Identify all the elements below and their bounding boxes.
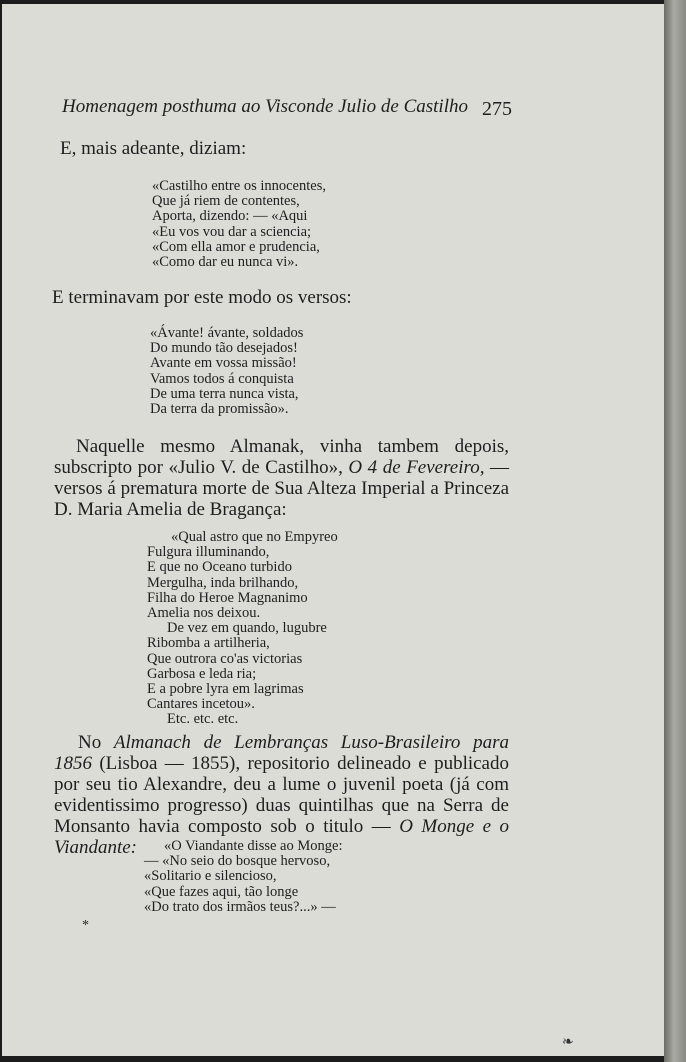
verse-line: «Castilho entre os innocentes, xyxy=(152,178,326,194)
verse-line: «Ávante! ávante, soldados xyxy=(150,325,304,341)
verse-line: Do mundo tão desejados! xyxy=(150,340,298,357)
asterisk-mark: * xyxy=(82,918,89,933)
verse-line: «Com ella amor e prudencia, xyxy=(152,238,320,255)
verse-line: E que no Oceano turbido xyxy=(147,559,292,576)
verse-2 xyxy=(150,326,303,417)
paragraph-3-text: Naquelle mesmo Almanak, vinha tambem depois, subscripto por «Julio V. de Castilho», xyxy=(54,436,509,478)
verse-line: Vamos todos á conquista xyxy=(150,370,294,387)
verse-line: E a pobre lyra em lagrimas xyxy=(147,681,304,698)
verse-line: Garbosa e leda ria; xyxy=(147,665,257,682)
paragraph-4-text: No xyxy=(78,732,114,753)
verse-line: «O Viandante disse ao Monge: xyxy=(164,838,343,854)
page-edge-shadow xyxy=(664,0,686,1062)
verse-line: Filha do Heroe Magnanimo xyxy=(147,589,308,606)
verse-line: — «No seio do bosque hervoso, xyxy=(144,853,331,870)
verse-line: «Como dar eu nunca vi». xyxy=(152,254,299,271)
verse-1 xyxy=(152,179,326,270)
paragraph-1: E, mais adeante, diziam: xyxy=(60,138,247,159)
paragraph-3 xyxy=(54,436,509,520)
verse-line: Ribomba a artilheria, xyxy=(147,635,270,652)
verse-line: De vez em quando, lugubre xyxy=(167,620,327,637)
paragraph-4-italic-title: Almanach de Lembranças Luso-Brasileiro para 1856 xyxy=(54,732,509,774)
verse-line: Que já riem de contentes, xyxy=(152,193,300,210)
verse-line: Aporta, dizendo: — «Aqui xyxy=(152,208,308,225)
verse-line: Etc. etc. etc. xyxy=(167,711,239,728)
paragraph-4-italic-poem: O Monge e o Viandante: xyxy=(54,816,509,858)
paragraph-4-text-mid: (Lisboa — 1855), repositorio delineado e publicado por seu tio Alexandre, deu a lume o juvenil poeta (já com evidentissimo progresso) duas quintilhas que na Serra de Monsanto havia composto sob o titulo — xyxy=(54,753,509,837)
verse-line: Que outrora co'as victorias xyxy=(147,650,303,667)
verse-line: Avante em vossa missão! xyxy=(150,355,297,372)
verse-line: Amelia nos deixou. xyxy=(147,605,261,622)
book-page xyxy=(2,4,664,1056)
verse-line: Mergulha, inda brilhando, xyxy=(147,574,299,591)
paragraph-3-italic: O 4 de Fevereiro, xyxy=(348,457,485,478)
verse-line: Da terra da promissão». xyxy=(150,401,289,418)
running-header xyxy=(62,96,522,118)
verse-3 xyxy=(147,530,338,728)
verse-line: «Qual astro que no Empyreo xyxy=(171,529,338,545)
fleuron-icon: ❧ xyxy=(562,1035,574,1050)
paragraph-3-text-end: — versos á prematura morte de Sua Alteza Imperial a Princeza D. Maria Amelia de Bragança: xyxy=(54,457,510,520)
verse-line: Fulgura illuminando, xyxy=(147,544,270,561)
verse-line: «Que fazes aqui, tão longe xyxy=(144,883,299,900)
page-number: 275 xyxy=(482,98,512,120)
paragraph-2: E terminavam por este modo os versos: xyxy=(52,287,352,308)
running-title: Homenagem posthuma ao Visconde Julio de Castilho xyxy=(62,96,468,117)
verse-line: Cantares incetou». xyxy=(147,696,255,713)
verse-line: De uma terra nunca vista, xyxy=(150,385,299,402)
verse-4 xyxy=(144,839,342,915)
verse-line: «Do trato dos irmãos teus?...» — xyxy=(144,898,336,915)
verse-line: «Solitario e silencioso, xyxy=(144,868,277,885)
verse-line: «Eu vos vou dar a sciencia; xyxy=(152,223,312,240)
